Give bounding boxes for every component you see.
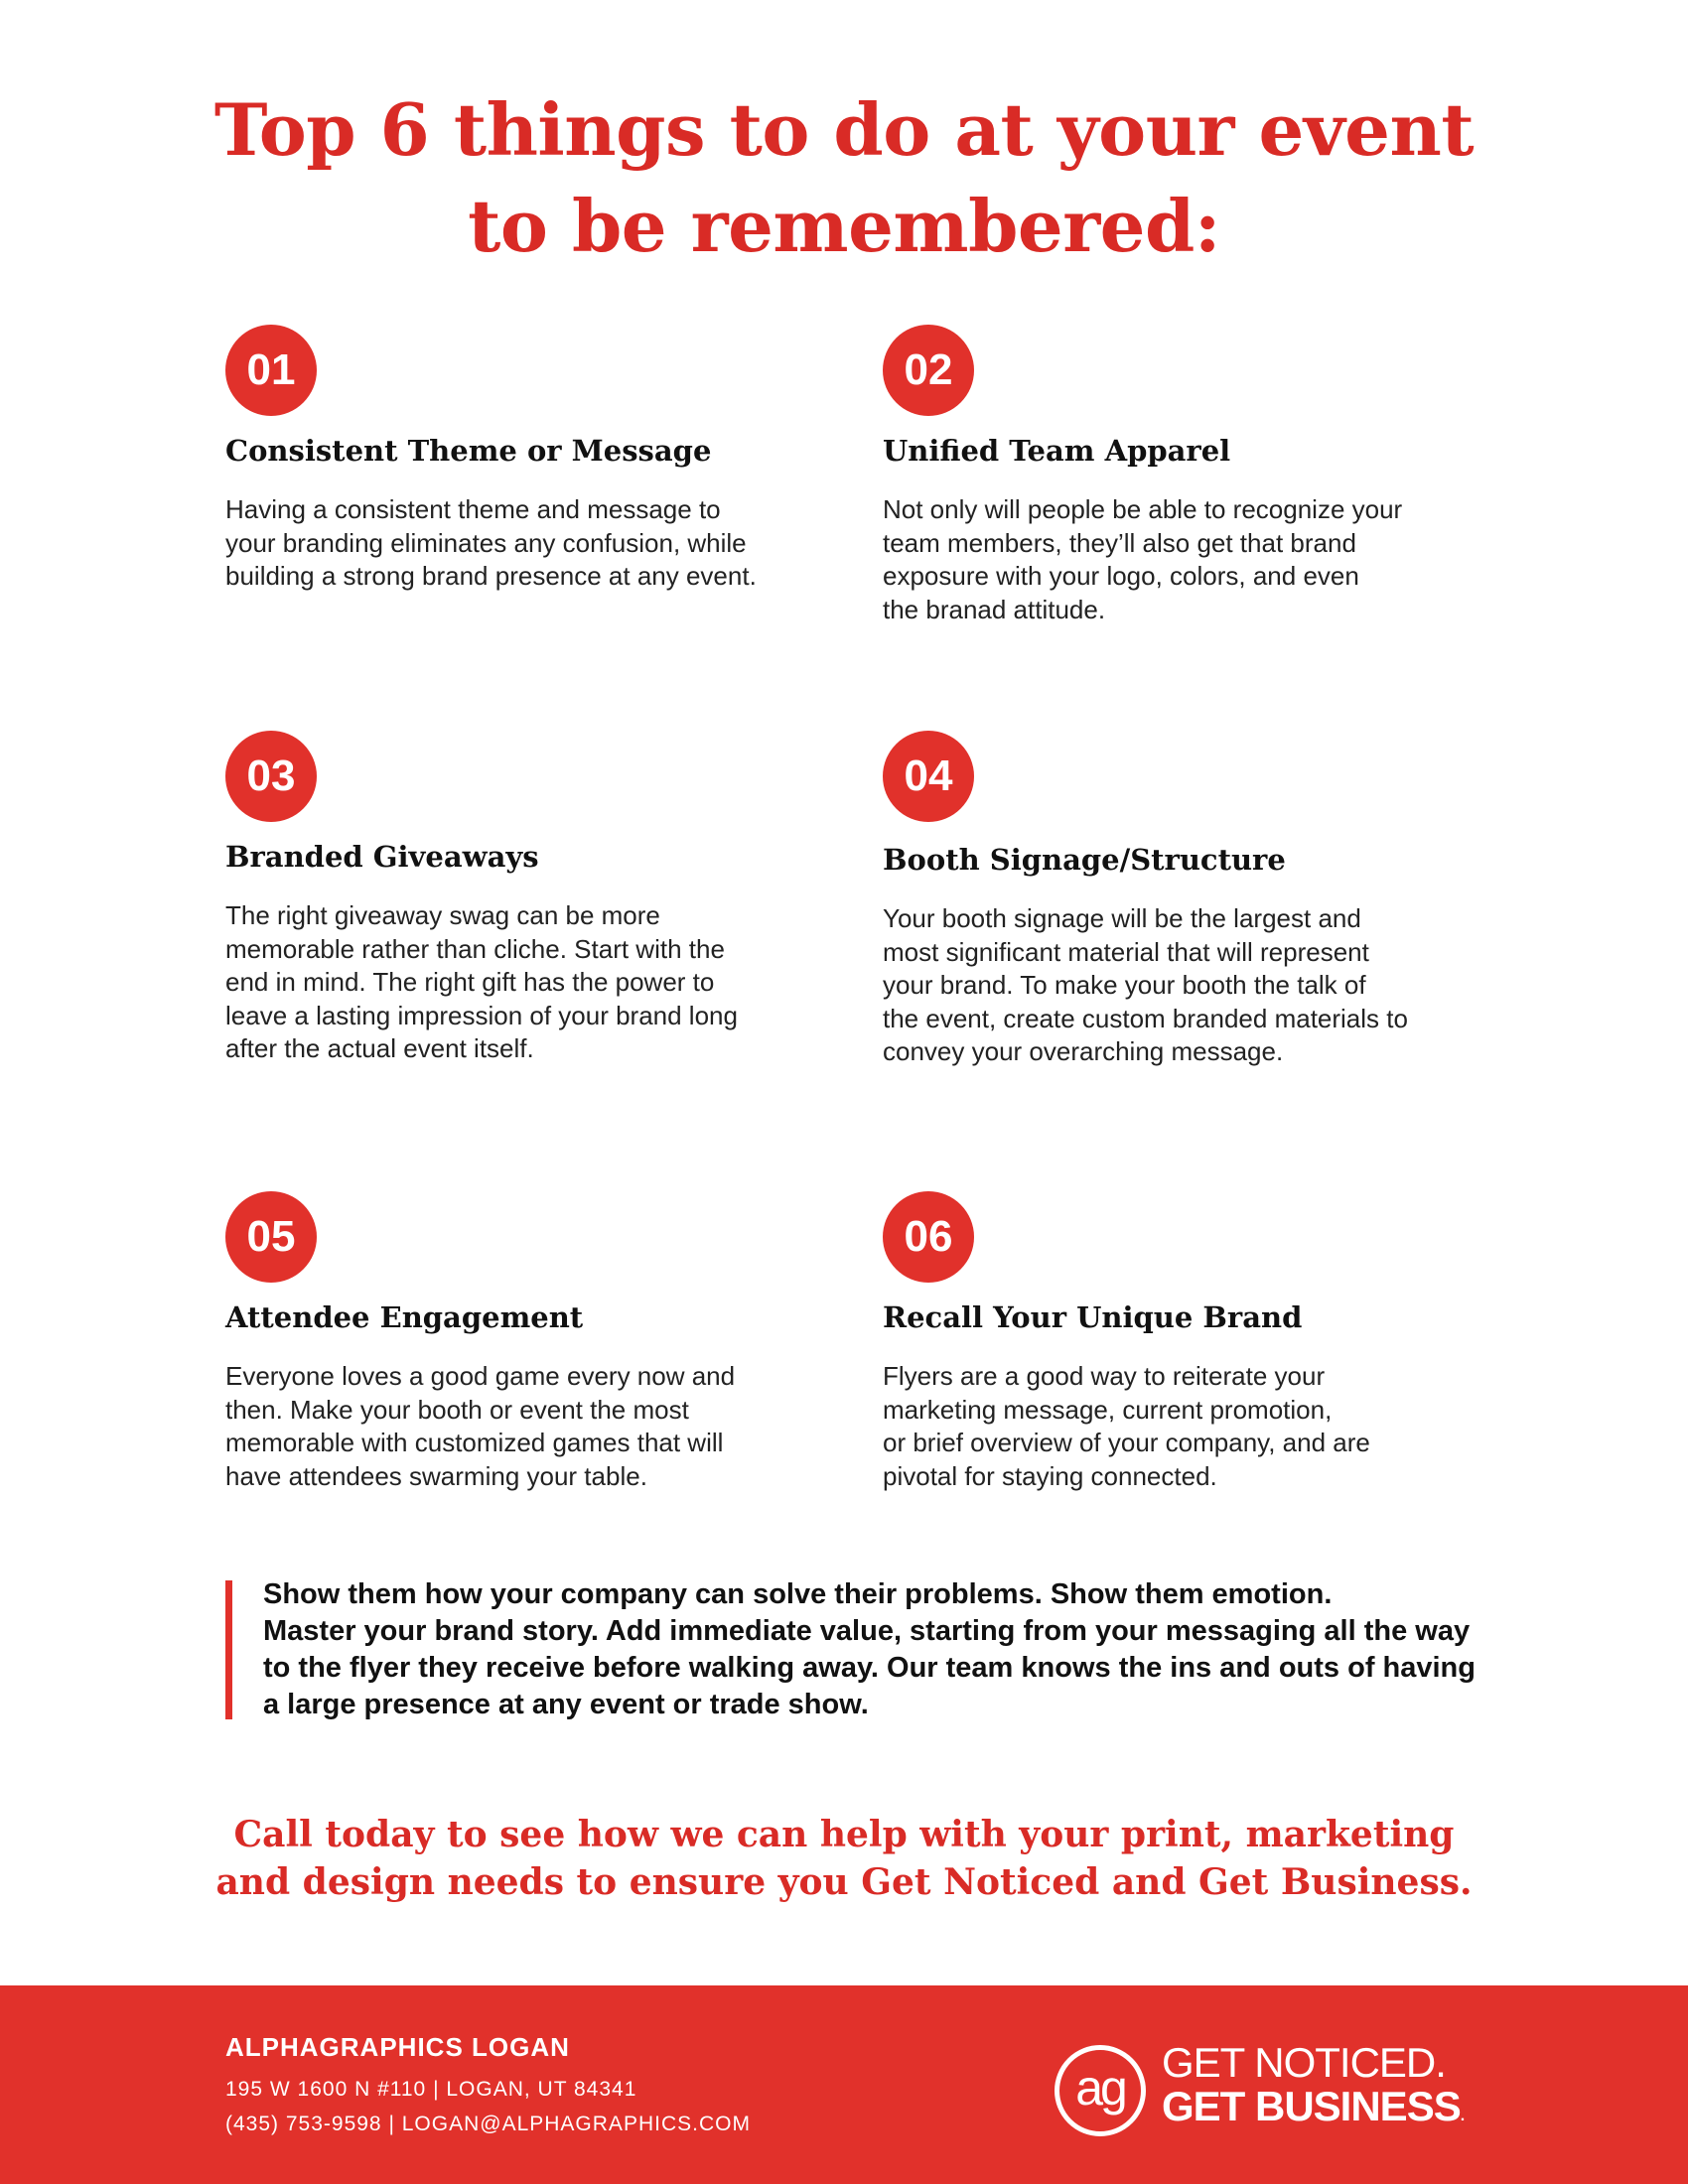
tip-item-4: [883, 731, 1478, 1066]
tip-body: [225, 899, 821, 1066]
callout-accent-bar: [225, 1580, 232, 1719]
tip-body: [883, 902, 1478, 1069]
tip-body-line: then. Make your booth or event the most: [225, 1394, 689, 1425]
callout-block: [225, 1580, 1516, 1719]
tip-title: Branded Giveaways: [225, 840, 539, 874]
title-line-1: Top 6 things to do at your event: [213, 87, 1475, 172]
tip-body: [883, 493, 1478, 626]
tip-body-line: most significant material that will represent: [883, 936, 1369, 967]
tip-title: Consistent Theme or Message: [225, 434, 712, 468]
tip-body-line: marketing message, current promotion,: [883, 1394, 1333, 1425]
ag-logo-icon: [1055, 2045, 1146, 2136]
tagline-line-1: GET NOTICED.: [1162, 2039, 1446, 2086]
number-badge: 06: [883, 1191, 974, 1283]
tip-title: Unified Team Apparel: [883, 434, 1231, 468]
tip-body-line: Flyers are a good way to reiterate your: [883, 1361, 1326, 1391]
tip-body-line: building a strong brand presence at any event.: [225, 561, 757, 591]
tagline-dot: .: [1460, 2108, 1465, 2124]
tip-body-line: Your booth signage will be the largest and: [883, 903, 1361, 933]
tip-body-line: Everyone loves a good game every now and: [225, 1361, 736, 1391]
logo-text: ag: [1075, 2060, 1125, 2116]
tip-body-line: convey your overarching message.: [883, 1036, 1284, 1066]
tip-body-line: or brief overview of your company, and are: [883, 1428, 1370, 1457]
company-name: ALPHAGRAPHICS LOGAN: [225, 2032, 570, 2062]
callout-line: a large presence at any event or trade show.: [263, 1689, 869, 1720]
tip-item-3: [225, 731, 821, 1063]
callout-line: to the flyer they receive before walking away. Our team knows the ins and outs of having: [263, 1652, 1476, 1684]
tip-body-line: end in mind. The right gift has the power to: [225, 967, 715, 997]
tip-item-1: [225, 325, 821, 591]
cta-line: and design needs to ensure you Get Noticed and Get Business.: [215, 1861, 1473, 1903]
tip-body-line: the branad attitude.: [883, 594, 1106, 624]
tip-title: Attendee Engagement: [225, 1300, 584, 1334]
footer: [0, 1985, 1688, 2184]
number-badge: 01: [225, 325, 317, 416]
cta-line: Call today to see how we can help with your print, marketing: [233, 1814, 1455, 1855]
company-address: 195 W 1600 N #110 | LOGAN, UT 84341: [225, 2078, 637, 2101]
number-badge: 04: [883, 731, 974, 822]
call-to-action: [0, 1811, 1688, 1906]
tip-title: Booth Signage/Structure: [883, 843, 1286, 877]
tip-body-line: memorable with customized games that will: [225, 1428, 724, 1457]
callout-text: [263, 1576, 1476, 1723]
tip-body-line: Having a consistent theme and message to: [225, 494, 721, 524]
tip-item-5: [225, 1191, 821, 1491]
tip-body: [225, 1360, 821, 1493]
tip-body: [883, 1360, 1478, 1493]
tip-body-line: Not only will people be able to recognize your: [883, 494, 1403, 524]
number-badge: 03: [225, 731, 317, 822]
company-contact: (435) 753-9598 | LOGAN@ALPHAGRAPHICS.COM: [225, 2113, 751, 2135]
tip-item-2: [883, 325, 1478, 624]
tip-item-6: [883, 1191, 1478, 1491]
title-line-2: to be remembered:: [468, 184, 1220, 268]
tip-title: Recall Your Unique Brand: [883, 1300, 1303, 1334]
tip-body-line: exposure with your logo, colors, and even: [883, 561, 1359, 591]
number-badge: 02: [883, 325, 974, 416]
tagline-line-2: [1162, 2085, 1464, 2138]
tip-body: [225, 493, 821, 594]
page-title: [0, 81, 1688, 274]
tip-body-line: your brand. To make your booth the talk of: [883, 970, 1366, 1000]
tip-body-line: after the actual event itself.: [225, 1033, 534, 1063]
callout-line: Master your brand story. Add immediate value, starting from your messaging all the way: [263, 1615, 1471, 1647]
callout-line: Show them how your company can solve their problems. Show them emotion.: [263, 1578, 1333, 1610]
tagline: [1162, 2041, 1464, 2138]
tip-body-line: The right giveaway swag can be more: [225, 900, 660, 930]
tip-body-line: the event, create custom branded materials to: [883, 1003, 1408, 1033]
tip-body-line: leave a lasting impression of your brand long: [225, 1000, 738, 1030]
number-badge: 05: [225, 1191, 317, 1283]
tip-body-line: memorable rather than cliche. Start with the: [225, 933, 725, 964]
tip-body-line: pivotal for staying connected.: [883, 1460, 1217, 1491]
tip-body-line: team members, they’ll also get that brand: [883, 527, 1356, 558]
tagline-line-2-text: GET BUSINESS: [1162, 2083, 1461, 2129]
tip-body-line: your branding eliminates any confusion, while: [225, 527, 747, 558]
tip-body-line: have attendees swarming your table.: [225, 1460, 647, 1491]
